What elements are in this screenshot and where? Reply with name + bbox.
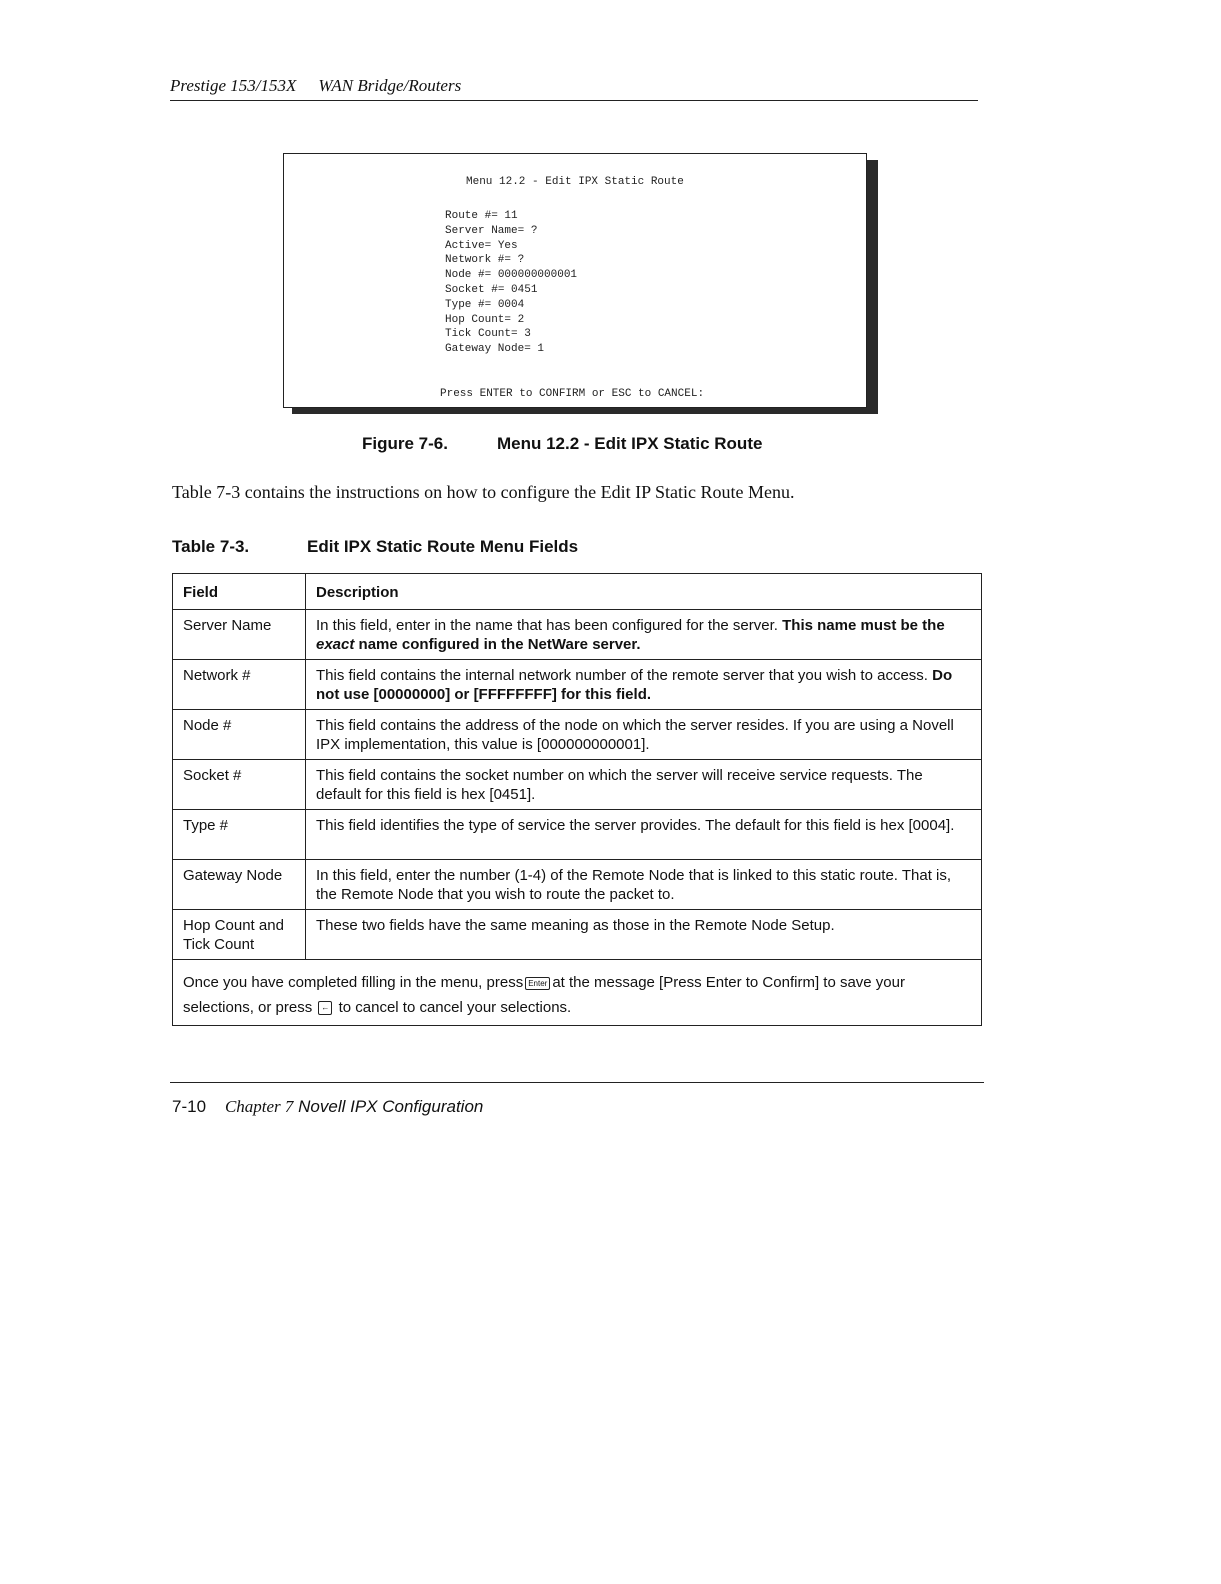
note-text: to cancel to cancel your selections. [338, 999, 572, 1016]
screen-field-line: Socket #= 0451 [445, 283, 538, 296]
screen-field-value: 000000000001 [497, 269, 578, 282]
header-product: Prestige 153/153X [170, 76, 297, 95]
esc-key-icon: ← [318, 1001, 332, 1015]
screen-field-line: Route #= 11 [445, 210, 518, 222]
screen-field-line: Tick Count= 3 [445, 328, 531, 341]
header-field: Field [173, 574, 306, 610]
screen-field-value: 1 [537, 343, 545, 356]
field-name: Node # [173, 710, 306, 760]
screen-prompt: Press ENTER to CONFIRM or ESC to CANCEL: [440, 388, 705, 400]
field-description [306, 610, 982, 660]
table-row [173, 610, 982, 660]
field-name [173, 910, 306, 960]
screen-field-label: Gateway Node [445, 343, 525, 356]
table-row [173, 910, 982, 960]
figure-caption [362, 434, 763, 454]
screen-fields [445, 209, 577, 357]
screen-field-label: Tick Count [445, 328, 512, 341]
field-description: In this field, enter the number (1-4) of the Remote Node that is linked to this static route. That is, the Remote Node that you wish to route the packet to. [306, 860, 982, 910]
field-name: Gateway Node [173, 860, 306, 910]
field-description: This field contains the address of the node on which the server resides. If you are using a Novell IPX implementation, this value is [000000000001]. [306, 710, 982, 760]
screen-field-value: 0004 [497, 298, 525, 311]
description-bold-italic: exact [316, 636, 355, 653]
field-name-line: Tick Count [183, 936, 255, 953]
footer-rule [170, 1082, 984, 1083]
field-description: This field identifies the type of service the server provides. The default for this field is hex [0004]. [306, 810, 982, 860]
note-text: at the message [Press Enter to Confirm] to save your selections, or press [183, 974, 905, 1016]
description-bold: This name must be the [782, 617, 945, 634]
screen-field-line: Hop Count= 2 [445, 313, 525, 326]
screen-field-label: Type # [445, 298, 485, 311]
terminal-screen [283, 153, 867, 408]
table-title: Edit IPX Static Route Menu Fields [307, 537, 579, 556]
figure-number: Figure 7-6. [362, 434, 448, 453]
screen-field-label: Hop Count [445, 313, 505, 326]
table-row [173, 860, 982, 910]
header-subtitle: WAN Bridge/Routers [318, 76, 462, 95]
screen-field-value: Yes [497, 239, 518, 252]
description-text: In this field, enter in the name that has been configured for the server. [316, 617, 778, 634]
header-description: Description [306, 574, 982, 610]
screen-field-line: Node #= 000000000001 [445, 269, 578, 282]
screen-field-label: Server Name [445, 224, 518, 237]
table-note [173, 960, 982, 1026]
field-name: Network # [173, 660, 306, 710]
field-description [306, 660, 982, 710]
screen-field-label: Network # [445, 254, 505, 267]
table-header-row [173, 574, 982, 610]
field-name: Type # [173, 810, 306, 860]
screen-field-value: ? [517, 254, 525, 267]
screen-field-label: Active [445, 239, 485, 252]
footer-section: Novell IPX Configuration [298, 1097, 484, 1116]
enter-key-icon: Enter [525, 977, 550, 990]
description-bold: name configured in the NetWare server. [358, 636, 641, 653]
table-caption [172, 537, 579, 557]
screen-field-line: Network #= ? [445, 254, 525, 267]
table-note-row [173, 960, 982, 1026]
field-name-line: Hop Count and [183, 917, 284, 934]
intro-paragraph: Table 7-3 contains the instructions on how to configure the Edit IP Static Route Menu. [172, 482, 795, 502]
screen-field-value: ? [530, 224, 538, 237]
table-number: Table 7-3. [172, 537, 250, 556]
footer-page-number: 7-10 [172, 1097, 207, 1116]
table-row [173, 810, 982, 860]
screen-field-label: Socket # [445, 283, 498, 296]
field-description: These two fields have the same meaning as those in the Remote Node Setup. [306, 910, 982, 960]
screen-field-label: Route # [445, 210, 492, 222]
table-row [173, 660, 982, 710]
running-header [170, 76, 461, 96]
field-name: Server Name [173, 610, 306, 660]
description-bold: Do not use [00000000] or [FFFFFFFF] for this field. [316, 667, 953, 703]
screen-field-line: Type #= 0004 [445, 298, 525, 311]
running-footer [172, 1097, 483, 1117]
screen-field-line: Server Name= ? [445, 224, 538, 237]
fields-table [172, 573, 982, 1026]
note-text: Once you have completed filling in the menu, press [183, 974, 524, 991]
screen-field-value: 0451 [511, 283, 538, 296]
screen-title: Menu 12.2 - Edit IPX Static Route [466, 176, 684, 188]
table-row [173, 760, 982, 810]
screen-field-line: Active= Yes [445, 239, 518, 252]
footer-chapter: Chapter 7 [224, 1097, 294, 1116]
field-description: This field contains the socket number on which the server will receive service requests. The default for this field is hex [0451]. [306, 760, 982, 810]
screen-field-label: Node # [445, 269, 485, 282]
table-row [173, 710, 982, 760]
header-rule [170, 100, 978, 101]
description-text: This field contains the internal network number of the remote server that you wish to access. [316, 667, 928, 684]
screen-field-value: 11 [504, 210, 518, 222]
screen-field-value: 3 [524, 328, 531, 341]
figure-title: Menu 12.2 - Edit IPX Static Route [497, 434, 763, 453]
screen-field-line: Gateway Node= 1 [445, 343, 545, 356]
screen-field-value: 2 [517, 313, 525, 326]
field-name: Socket # [173, 760, 306, 810]
